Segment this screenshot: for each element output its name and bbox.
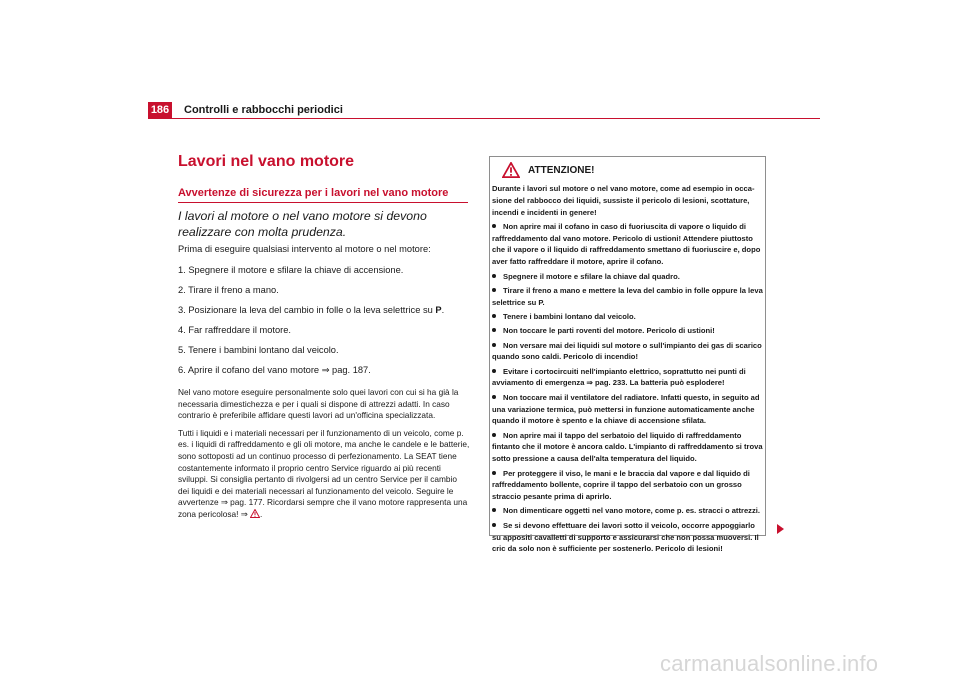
steps-list [178, 243, 470, 384]
section-title: Lavori nel vano motore [178, 153, 355, 170]
step-item: 4. Far raffreddare il motore. [178, 325, 291, 335]
watermark: carmanualsonline.info [660, 651, 879, 676]
steps-lead: Prima di eseguire qualsiasi intervento al motore o nel motore: [178, 244, 431, 254]
warning-item: Non aprire mai il tappo del serbatoio del liquido di raffreddamento fintanto che il motore è ancora caldo. L'impianto di raffreddamento si trova sotto pressione a causa dell'alta temperatura del liquido. [492, 430, 763, 464]
step-text: 3. Posizionare la leva del cambio in folle o la leva selettrice su [178, 305, 436, 315]
warning-item: Per proteggere il viso, le mani e le braccia dal vapore e dal liquido di raffreddamento bollente, coprire il tappo del serbatoio con un grosso straccio pesante prima di aprirlo. [492, 468, 750, 502]
warning-item: Non dimenticare oggetti nel vano motore, come p. es. stracci o attrezzi. [492, 505, 763, 517]
warning-body [490, 183, 765, 555]
warning-item: Non toccare le parti roventi del motore. Pericolo di ustioni! [492, 325, 763, 337]
warning-item: Se si devono effettuare dei lavori sotto il veicolo, occorre appoggiarlo su appositi cavalletti di supporto e assicurarsi che non possa muoversi. Il cric da solo non è sufficiente per sostenerlo. Pericolo di lesioni! [492, 520, 759, 554]
warning-item: Spegnere il motore e sfilare la chiave dal quadro. [492, 271, 763, 283]
note-paragraph: Nel vano motore eseguire personalmente solo quei lavori con cui si ha già la necessaria dimestichezza e per i quali si dispone di attrezzi adatti. In caso contrario è preferibile affidare questi lavori ad un'officina specializzata. [178, 387, 459, 421]
bullet-icon [492, 433, 496, 437]
step-item: 2. Tirare il freno a mano. [178, 285, 279, 295]
page-number: 186 [148, 102, 172, 118]
warning-triangle-icon [502, 162, 520, 178]
warning-item: Evitare i cortocircuiti nell'impianto elettrico, soprattutto nei punti di avviamento di emergenza ⇒ pag. 233. La batteria può esplodere! [492, 366, 746, 388]
note-text: Tutti i liquidi e i materiali necessari per il funzionamento di un veicolo, come p. es. i liquidi di raffreddamento e gli oli motore, ma anche le candele e le batterie, sono sottoposti ad un continuo processo di perfezionamento. La SEAT tiene costantemente informato il proprio centro Service riguardo ai più recenti sviluppi. Si consiglia pertanto di rivolgersi ad un centro Service per il cambio dei liquidi e dei materiali necessari al funzionamento del veicolo. Seguire le avvertenze ⇒ pag. 177. Ricordarsi sempre che il vano motore rappresenta una zona pericolosa! ⇒ [178, 427, 470, 519]
step-item: 1. Spegnere il motore e sfilare la chiave di accensione. [178, 265, 404, 275]
notes [178, 387, 470, 527]
step-end: . [441, 305, 445, 315]
warning-item: Non versare mai dei liquidi sul motore o sull'impianto dei gas di scarico quando sono caldi. Pericolo di incendio! [492, 340, 762, 362]
intro-text: I lavori al motore o nel vano motore si devono realizzare con molta prudenza. [178, 209, 427, 239]
bullet-icon [492, 395, 496, 399]
continue-arrow-icon [777, 524, 784, 534]
header-rule [148, 118, 820, 119]
bullet-icon [492, 288, 496, 292]
warning-header [490, 157, 765, 183]
warning-title: ATTENZIONE! [528, 164, 595, 176]
warning-triangle-icon [250, 509, 260, 518]
bullet-icon [492, 328, 496, 332]
page-header [148, 102, 820, 118]
section-subtitle: Avvertenze di sicurezza per i lavori nel vano motore [178, 187, 449, 199]
warning-intro: Durante i lavori sul motore o nel vano motore, come ad esempio in occa-sione del rabbocco dei liquidi, sussiste il pericolo di lesioni, scottature, incendi e incidenti in genere! [492, 184, 755, 217]
warning-item: Tenere i bambini lontano dal veicolo. [492, 311, 763, 323]
chapter-title: Controlli e rabbocchi periodici [184, 104, 343, 116]
bullet-icon [492, 314, 496, 318]
step-bold: P [435, 305, 442, 315]
bullet-icon [492, 471, 496, 475]
bullet-icon [492, 343, 496, 347]
step-item: 6. Aprire il cofano del vano motore ⇒ pag. 187. [178, 365, 371, 375]
step-item: 5. Tenere i bambini lontano dal veicolo. [178, 345, 339, 355]
bullet-icon [492, 369, 496, 373]
bullet-icon [492, 508, 496, 512]
warning-item: Non toccare mai il ventilatore del radiatore. Infatti questo, in seguito ad una variazione termica, può mettersi in funzione automaticamente anche quando il motore è spento e la chiave di accensione sfilata. [492, 392, 760, 426]
step-item [178, 304, 470, 316]
bullet-icon [492, 523, 496, 527]
warning-item: Non aprire mai il cofano in caso di fuoriuscita di vapore o liquido di raffreddamento dal vano motore. Pericolo di ustioni! Attendere piuttosto che il vapore o il liquido di raffreddamento smettano di fuoriuscire e, dopo aver fatto raffreddare il motore, aprire il cofano. [492, 221, 761, 267]
bullet-icon [492, 274, 496, 278]
note-paragraph: Tutti i liquidi e i materiali necessari per il funzionamento di un veicolo, come p. es. i liquidi di raffreddamento e gli oli motore, ma anche le candele e le batterie, sono sottoposti ad un continuo processo di perfezionamento. La SEAT tiene costantemente informato il proprio centro Service riguardo ai più recenti sviluppi. Si consiglia pertanto di rivolgersi ad un centro Service per il cambio dei liquidi e dei materiali necessari al funzionamento del veicolo. Seguire le avvertenze ⇒ pag. 177. Ricordarsi sempre che il vano motore rappresenta una zona pericolosa! ⇒ . [178, 427, 470, 519]
bullet-icon [492, 224, 496, 228]
subtitle-rule [178, 202, 468, 203]
warning-box [489, 156, 766, 554]
warning-item: Tirare il freno a mano e mettere la leva del cambio in folle oppure la leva selettrice su P. [492, 285, 763, 307]
